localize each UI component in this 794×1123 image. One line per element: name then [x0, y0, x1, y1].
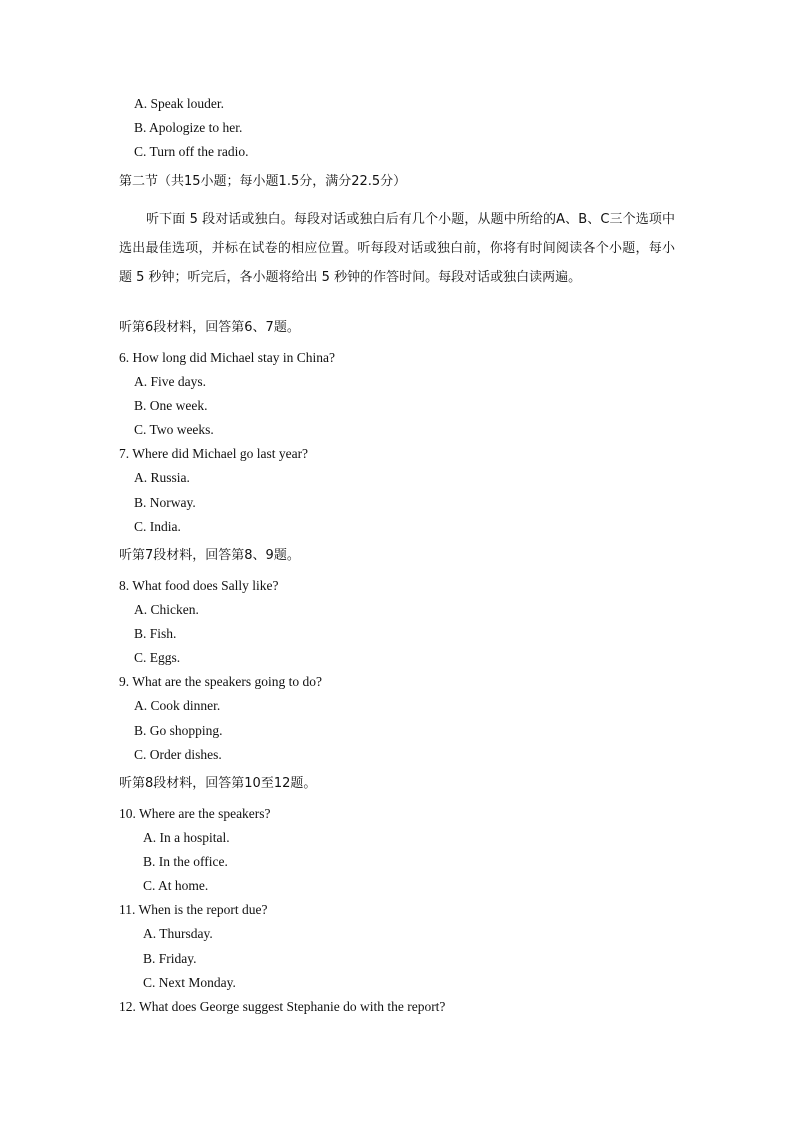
q9-option-b: B. Go shopping.: [134, 723, 223, 738]
option-b: B. Apologize to her.: [134, 120, 243, 135]
q10-option-b: B. In the office.: [143, 854, 228, 869]
q7-option-b: B. Norway.: [134, 495, 196, 510]
q7-option-c: C. India.: [134, 519, 181, 534]
q8-option-a: A. Chicken.: [134, 602, 199, 617]
question-9: 9. What are the speakers going to do?: [119, 674, 322, 689]
option-a: A. Speak louder.: [134, 96, 224, 111]
question-10: 10. Where are the speakers?: [119, 806, 271, 821]
passage-8-intro: 听第8段材料，回答第10至12题。: [119, 776, 317, 791]
q8-option-b: B. Fish.: [134, 626, 177, 641]
q10-option-a: A. In a hospital.: [143, 830, 230, 845]
q7-option-a: A. Russia.: [134, 470, 190, 485]
q11-option-c: C. Next Monday.: [143, 975, 236, 990]
question-7: 7. Where did Michael go last year?: [119, 446, 309, 461]
q11-option-a: A. Thursday.: [143, 926, 213, 941]
q8-option-c: C. Eggs.: [134, 650, 181, 665]
question-12: 12. What does George suggest Stephanie do with the report?: [119, 999, 446, 1014]
q10-option-c: C. At home.: [143, 878, 209, 893]
passage-6-intro: 听第6段材料，回答第6、7题。: [119, 320, 300, 335]
question-8: 8. What food does Sally like?: [119, 578, 279, 593]
question-6: 6. How long did Michael stay in China?: [119, 350, 335, 365]
section-heading: 第二节（共15小题；每小题1.5分，满分22.5分）: [119, 174, 407, 189]
passage-7-intro: 听第7段材料，回答第8、9题。: [119, 548, 300, 563]
q9-option-a: A. Cook dinner.: [134, 698, 221, 713]
question-11: 11. When is the report due?: [119, 902, 268, 917]
q11-option-b: B. Friday.: [143, 951, 197, 966]
q6-option-b: B. One week.: [134, 398, 208, 413]
q6-option-a: A. Five days.: [134, 374, 206, 389]
q6-option-c: C. Two weeks.: [134, 422, 214, 437]
option-c: C. Turn off the radio.: [134, 144, 249, 159]
instructions-paragraph: 听下面 5 段对话或独白。每段对话或独白后有几个小题，从题中所给的A、B、C三个选项中选出最佳选项，并标在试卷的相应位置。听每段对话或独白前，你将有时间阅读各个小题，每小题 5 秒钟；听完后，各小题将给出 5 秒钟的作答时间。每段对话或独白读两遍。: [119, 212, 675, 285]
q9-option-c: C. Order dishes.: [134, 747, 222, 762]
